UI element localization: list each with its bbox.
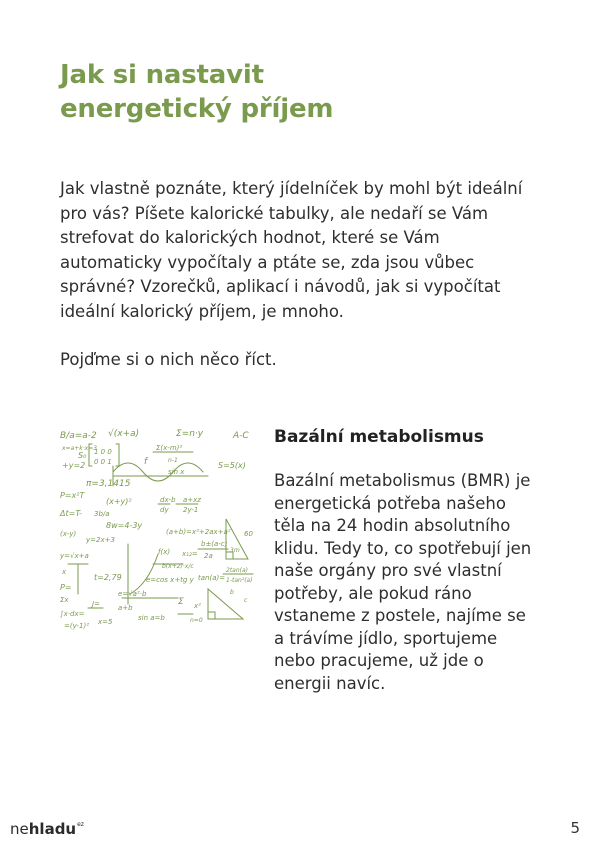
logo-superscript: ez bbox=[77, 821, 84, 828]
page-title: Jak si nastavit energetický příjem bbox=[60, 60, 334, 124]
svg-text:sin a=b: sin a=b bbox=[138, 614, 165, 622]
svg-text:8w=4-3y: 8w=4-3y bbox=[106, 521, 143, 530]
math-formulas-illustration bbox=[58, 424, 264, 630]
svg-text:y=√x+a: y=√x+a bbox=[60, 552, 89, 560]
svg-text:dx-b: dx-b bbox=[160, 496, 176, 504]
svg-text:Σ(x-m)²: Σ(x-m)² bbox=[156, 444, 183, 452]
svg-text:f: f bbox=[144, 457, 148, 467]
svg-text:(a+b)=x²+2ax+a²: (a+b)=x²+2ax+a² bbox=[166, 528, 231, 536]
svg-text:e=√a²·b: e=√a²·b bbox=[118, 590, 147, 598]
svg-text:dy: dy bbox=[160, 506, 169, 514]
brand-logo bbox=[10, 820, 84, 838]
svg-text:t=2,79: t=2,79 bbox=[94, 573, 122, 582]
page-number: 5 bbox=[570, 819, 580, 837]
svg-text:0 0 1: 0 0 1 bbox=[94, 458, 112, 466]
svg-text:2a: 2a bbox=[204, 552, 213, 560]
svg-text:x=5: x=5 bbox=[98, 618, 113, 626]
svg-text:+y=2: +y=2 bbox=[62, 461, 86, 470]
svg-text:a+xz: a+xz bbox=[183, 496, 201, 504]
logo-text-bold: hladu bbox=[28, 820, 77, 838]
svg-text:f(x): f(x) bbox=[158, 548, 171, 556]
svg-text:P=x²T: P=x²T bbox=[60, 491, 85, 500]
section-heading: Bazální metabolismus bbox=[274, 427, 484, 447]
svg-text:Δt=T-: Δt=T- bbox=[60, 509, 82, 518]
svg-text:S=5(x): S=5(x) bbox=[218, 461, 246, 470]
svg-text:x: x bbox=[62, 568, 67, 576]
svg-text:3m: 3m bbox=[230, 547, 240, 554]
intro-paragraph-2: Pojďme si o nich něco říct. bbox=[60, 350, 277, 369]
svg-text:∫x·dx=: ∫x·dx= bbox=[60, 610, 85, 618]
svg-text:Σ=n·y: Σ=n·y bbox=[176, 429, 204, 439]
svg-text:b±(a-c): b±(a-c) bbox=[201, 540, 228, 548]
svg-text:2tan(a): 2tan(a) bbox=[226, 567, 249, 574]
svg-text:J=: J= bbox=[92, 600, 100, 608]
svg-text:1 0 0: 1 0 0 bbox=[94, 448, 112, 456]
svg-text:2y-1: 2y-1 bbox=[183, 506, 199, 514]
svg-text:=(y-1)²: =(y-1)² bbox=[64, 622, 90, 630]
svg-text:a+b: a+b bbox=[118, 604, 133, 612]
svg-text:Σx: Σx bbox=[60, 596, 69, 604]
section-body: Bazální metabolismus (BMR) je energetická potřeba našeho těla na 24 hodin absolutního klidu. Tedy to, co spotřebují jen naše orgány pro své vlastní potřeby, ale pokud ráno vstaneme z postele, najíme se a trávíme jídlo, sportujeme nebo pracujeme, už jde o energii navíc. bbox=[274, 471, 532, 693]
svg-text:P=: P= bbox=[60, 583, 72, 592]
svg-text:Σ: Σ bbox=[178, 597, 184, 607]
svg-text:B/a=a-2: B/a=a-2 bbox=[60, 431, 97, 441]
svg-text:n=0: n=0 bbox=[190, 617, 203, 624]
svg-text:n-1: n-1 bbox=[168, 457, 178, 464]
svg-text:y=2x+3: y=2x+3 bbox=[86, 536, 115, 544]
svg-text:1-tan²(a): 1-tan²(a) bbox=[226, 577, 253, 584]
svg-text:x=a+k·x=3: x=a+k·x=3 bbox=[62, 445, 98, 452]
svg-text:b(x+2)·x/c: b(x+2)·x/c bbox=[162, 563, 194, 570]
svg-text:S₀: S₀ bbox=[78, 451, 87, 460]
svg-text:(x+y)²: (x+y)² bbox=[106, 497, 132, 506]
svg-text:x₁₂=: x₁₂= bbox=[182, 550, 198, 558]
svg-text:(x-y): (x-y) bbox=[60, 530, 77, 538]
intro-text bbox=[60, 177, 540, 373]
svg-text:b: b bbox=[230, 589, 234, 596]
logo-text-light: ne bbox=[10, 820, 29, 838]
svg-text:tan(a)=: tan(a)= bbox=[198, 574, 226, 582]
svg-text:e=cos x+tg y: e=cos x+tg y bbox=[146, 576, 194, 584]
svg-text:A-C: A-C bbox=[233, 431, 249, 441]
svg-text:3b/a: 3b/a bbox=[94, 510, 110, 518]
svg-text:√(x+a): √(x+a) bbox=[108, 429, 140, 439]
svg-text:x²: x² bbox=[194, 602, 201, 610]
svg-text:sin x: sin x bbox=[168, 468, 185, 476]
svg-text:60: 60 bbox=[244, 530, 253, 538]
intro-paragraph-1: Jak vlastně poznáte, který jídelníček by mohl být ideální pro vás? Píšete kalorické tabulky, ale nedaří se Vám strefovat do kalorických hodnot, které se Vám automaticky vypočítaly a ptáte se, zda jsou vůbec správné? Vzorečků, aplikací i návodů, jak si vypočítat ideální kalorický příjem, je mnoho. bbox=[60, 179, 523, 321]
svg-text:π=3,1415: π=3,1415 bbox=[86, 479, 131, 489]
svg-text:c: c bbox=[244, 597, 248, 604]
